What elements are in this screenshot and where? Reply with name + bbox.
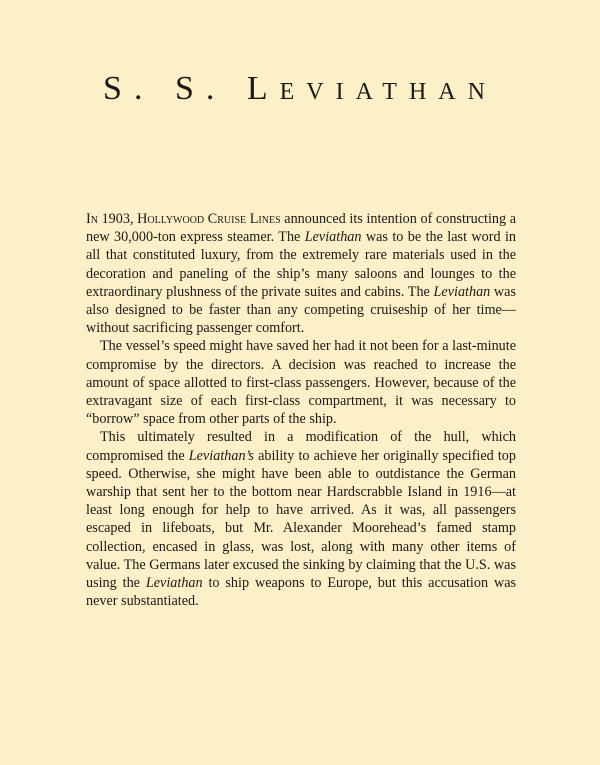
paragraph-3 xyxy=(86,428,516,610)
ship-name-italic: Leviathan xyxy=(145,575,203,592)
paragraph-2 xyxy=(86,337,516,428)
paragraph-text: This ultimately resulted in a modification of the hull, which compromised the xyxy=(86,429,516,464)
article-body xyxy=(86,210,516,610)
paragraph-text: to ship weapons to Europe, but this accusation was never substantiated. xyxy=(86,575,517,610)
lead-in-text: In 1903, Hollywood Cruise Lines xyxy=(86,211,281,227)
ship-name-italic: Leviathan xyxy=(304,229,362,246)
paragraph-text: was to be the last word in all that constituted luxury, from the extremely rare materials used in the decoration and paneling of the ship’s many saloons and lounges to the extraordinary plushness of the private suites and cabins. The xyxy=(86,229,517,300)
page-title: S. S. Leviathan xyxy=(103,70,497,107)
paragraph-text: ability to achieve her originally specified top speed. Otherwise, she might have been able to outdistance the German warship that sent her to the bottom near Hardscrabble Island in 1916—at least long enough for help to have arrived. As it was, all passengers escaped in lifeboats, but Mr. Alexander Moorehead’s famed stamp collection, encased in glass, was lost, along with many other items of value. The Germans later excused the sinking by claiming that the U.S. was using the xyxy=(86,447,516,592)
ship-name-italic: Leviathan xyxy=(433,283,491,300)
paragraph-1 xyxy=(86,210,516,337)
paragraph-text: The vessel’s speed might have saved her had it not been for a last-minute compromise by the directors. A decision was reached to increase the amount of space allotted to first-class passengers. However, because of the extravagant size of each first-class compartment, it was necessary to “borrow” space from other parts of the ship. xyxy=(86,338,516,428)
ship-name-italic: Leviathan’s xyxy=(188,447,254,464)
paragraph-text: announced its intention of constructing a new 30,000-ton express steamer. The xyxy=(86,211,516,246)
paragraph-text: was also designed to be faster than any competing cruiseship of her time—without sacrificing passenger comfort. xyxy=(86,283,516,337)
